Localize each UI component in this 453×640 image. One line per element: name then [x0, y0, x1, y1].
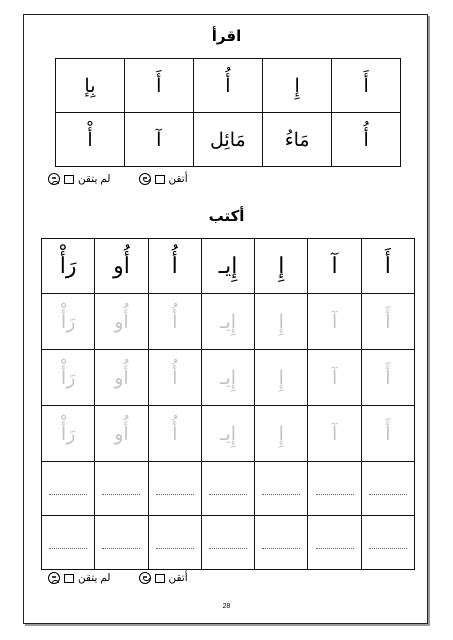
writing-cell[interactable] — [308, 516, 361, 570]
reading-cell: أُ — [332, 113, 401, 167]
dotted-line — [316, 547, 354, 549]
evaluation-row — [48, 572, 188, 584]
header-cell: أُ — [148, 239, 201, 294]
dotted-line — [316, 493, 354, 495]
write-title: أكتب — [208, 207, 245, 225]
dotted-line — [209, 493, 247, 495]
dotted-line — [262, 547, 300, 549]
smiley-face-icon — [139, 173, 151, 185]
dotted-line — [156, 547, 194, 549]
dotted-line — [102, 493, 140, 495]
dotted-line — [369, 547, 407, 549]
trace-cell[interactable]: أُ — [148, 294, 201, 350]
table-row — [42, 406, 415, 462]
dotted-line — [209, 547, 247, 549]
trace-cell[interactable]: رَأْ — [42, 406, 95, 462]
writing-table — [41, 238, 415, 570]
writing-cell[interactable] — [255, 516, 308, 570]
table-row — [56, 113, 401, 167]
dotted-line — [156, 493, 194, 495]
writing-cell[interactable] — [361, 462, 414, 516]
header-cell: إِ — [255, 239, 308, 294]
master-checkbox[interactable] — [155, 574, 165, 583]
writing-cell[interactable] — [201, 516, 254, 570]
table-row — [42, 294, 415, 350]
writing-cell[interactable] — [148, 462, 201, 516]
writing-cell[interactable] — [95, 516, 148, 570]
trace-cell[interactable]: إِيـ — [201, 294, 254, 350]
not-master-checkbox[interactable] — [64, 175, 74, 184]
header-cell: أَ — [361, 239, 414, 294]
trace-cell[interactable]: أُ — [148, 350, 201, 406]
writing-cell[interactable] — [42, 462, 95, 516]
sad-face-icon — [48, 173, 60, 185]
reading-cell: أُ — [193, 59, 262, 113]
reading-cell: بِإ — [56, 59, 125, 113]
trace-cell[interactable]: رَأْ — [42, 294, 95, 350]
master-checkbox[interactable] — [155, 175, 165, 184]
header-cell: آ — [308, 239, 361, 294]
dotted-line — [262, 493, 300, 495]
trace-cell[interactable]: إِ — [255, 294, 308, 350]
table-row — [42, 462, 415, 516]
header-cell: أُو — [95, 239, 148, 294]
writing-cell[interactable] — [255, 462, 308, 516]
reading-table — [55, 58, 401, 167]
trace-cell[interactable]: أَ — [361, 350, 414, 406]
reading-cell: أْ — [56, 113, 125, 167]
dotted-line — [102, 547, 140, 549]
master-label: أتقن — [168, 572, 188, 584]
not-master-label: لم يتقن — [78, 572, 111, 584]
not-master-label: لم يتقن — [78, 173, 111, 185]
writing-cell[interactable] — [95, 462, 148, 516]
evaluation-row — [48, 173, 188, 185]
sad-face-icon — [48, 572, 60, 584]
not-master-checkbox[interactable] — [64, 574, 74, 583]
page-number: 28 — [222, 603, 231, 610]
table-row — [42, 350, 415, 406]
trace-cell[interactable]: إِيـ — [201, 350, 254, 406]
trace-cell[interactable]: رَأْ — [42, 350, 95, 406]
trace-cell[interactable]: إِيـ — [201, 406, 254, 462]
writing-cell[interactable] — [201, 462, 254, 516]
trace-cell[interactable]: إِ — [255, 406, 308, 462]
trace-cell[interactable]: أُو — [95, 350, 148, 406]
trace-cell[interactable]: إِ — [255, 350, 308, 406]
header-cell: رَأْ — [42, 239, 95, 294]
writing-cell[interactable] — [308, 462, 361, 516]
reading-cell: آ — [124, 113, 193, 167]
table-row — [56, 59, 401, 113]
reading-cell: مَاءُ — [263, 113, 332, 167]
dotted-line — [49, 493, 87, 495]
dotted-line — [369, 493, 407, 495]
table-row — [42, 239, 415, 294]
writing-cell[interactable] — [361, 516, 414, 570]
reading-cell: أَ — [124, 59, 193, 113]
read-title: اقرأ — [211, 27, 242, 45]
trace-cell[interactable]: أُو — [95, 406, 148, 462]
smiley-face-icon — [139, 572, 151, 584]
trace-cell[interactable]: آ — [308, 406, 361, 462]
dotted-line — [49, 547, 87, 549]
trace-cell[interactable]: أَ — [361, 294, 414, 350]
trace-cell[interactable]: أُو — [95, 294, 148, 350]
master-label: أتقن — [168, 173, 188, 185]
writing-cell[interactable] — [42, 516, 95, 570]
trace-cell[interactable]: آ — [308, 294, 361, 350]
table-row — [42, 516, 415, 570]
trace-cell[interactable]: أَ — [361, 406, 414, 462]
header-cell: إِيـ — [201, 239, 254, 294]
reading-cell: مَائِل — [193, 113, 262, 167]
trace-cell[interactable]: أُ — [148, 406, 201, 462]
trace-cell[interactable]: آ — [308, 350, 361, 406]
writing-cell[interactable] — [148, 516, 201, 570]
reading-cell: أَ — [332, 59, 401, 113]
reading-cell: إِ — [263, 59, 332, 113]
